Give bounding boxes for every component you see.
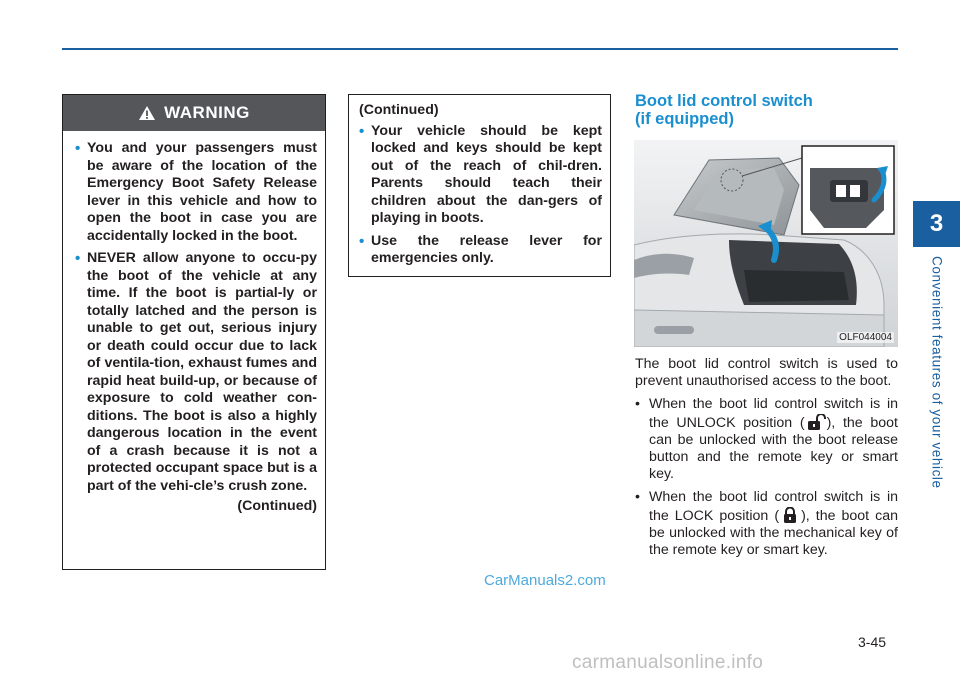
figure-code: OLF044004 xyxy=(839,332,892,343)
warning-item: • You and your passengers must be aware of the location of the Emergency Boot Safety Release lever in this vehicle and how to open the boot in case you are accidentally locked in the boot. xyxy=(75,140,317,244)
warning-header xyxy=(63,95,325,131)
warning-item: • NEVER allow anyone to occu-py the boot of the vehicle at any time. If the boot is partial-ly or totally latched and the person is unable to get out, serious injury or death could occur due to lack of ventila-tion, exhaust fumes and rapid heat build-up, or because of exposure to cold weather con-ditions. The boot is also a highly dangerous location in the event of a crash because it is not a protected occupant space but is a part of the vehi-cle’s crush zone. xyxy=(75,250,317,494)
header-rule xyxy=(62,48,898,50)
list-item: • When the boot lid control switch is in the LOCK position ( ), the boot can be unlocked with the mechanical key of the remote key or smart key. xyxy=(635,489,899,559)
intro-paragraph: The boot lid control switch is used to prevent unauthorised access to the boot. xyxy=(635,356,898,390)
watermark-link[interactable]: CarManuals2.com xyxy=(484,572,606,589)
continuation-item: • Use the release lever for emergencies only. xyxy=(359,232,602,266)
boot-lid-figure xyxy=(634,140,898,347)
bullet-icon: • xyxy=(75,250,81,267)
chapter-label: Convenient features of your vehicle xyxy=(929,256,945,489)
unlock-icon xyxy=(805,414,827,430)
bullet-icon: • xyxy=(635,489,640,506)
page-number: 3-45 xyxy=(858,634,887,650)
warning-box xyxy=(62,94,326,570)
warning-triangle-icon xyxy=(138,105,156,121)
continued-label: (Continued) xyxy=(359,102,439,118)
list-item: • When the boot lid control switch is in the UNLOCK position ( ), the boot can be unlocked with the boot release button and the remote key or smart key. xyxy=(635,396,898,483)
section-title: Boot lid control switch (if equipped) xyxy=(635,92,813,128)
lock-icon xyxy=(779,507,801,523)
bullet-icon: • xyxy=(635,396,640,413)
chapter-number: 3 xyxy=(929,210,944,237)
warning-body xyxy=(63,131,325,516)
continuation-box xyxy=(348,94,611,277)
warning-continued: (Continued) xyxy=(237,498,317,514)
car-boot-illustration xyxy=(634,140,898,347)
continuation-item: • Your vehicle should be kept locked and keys should be kept out of the reach of chil-dren. Parents should teach their children about the dan-gers of playing in boots. xyxy=(359,122,602,226)
bullet-icon: • xyxy=(359,232,365,250)
bullet-icon: • xyxy=(75,140,81,157)
chapter-tab[interactable] xyxy=(913,201,960,247)
footer-watermark[interactable]: carmanualsonline.info xyxy=(572,652,764,673)
bullet-icon: • xyxy=(359,122,365,140)
section-body xyxy=(635,356,898,565)
warning-heading: WARNING xyxy=(164,103,250,122)
